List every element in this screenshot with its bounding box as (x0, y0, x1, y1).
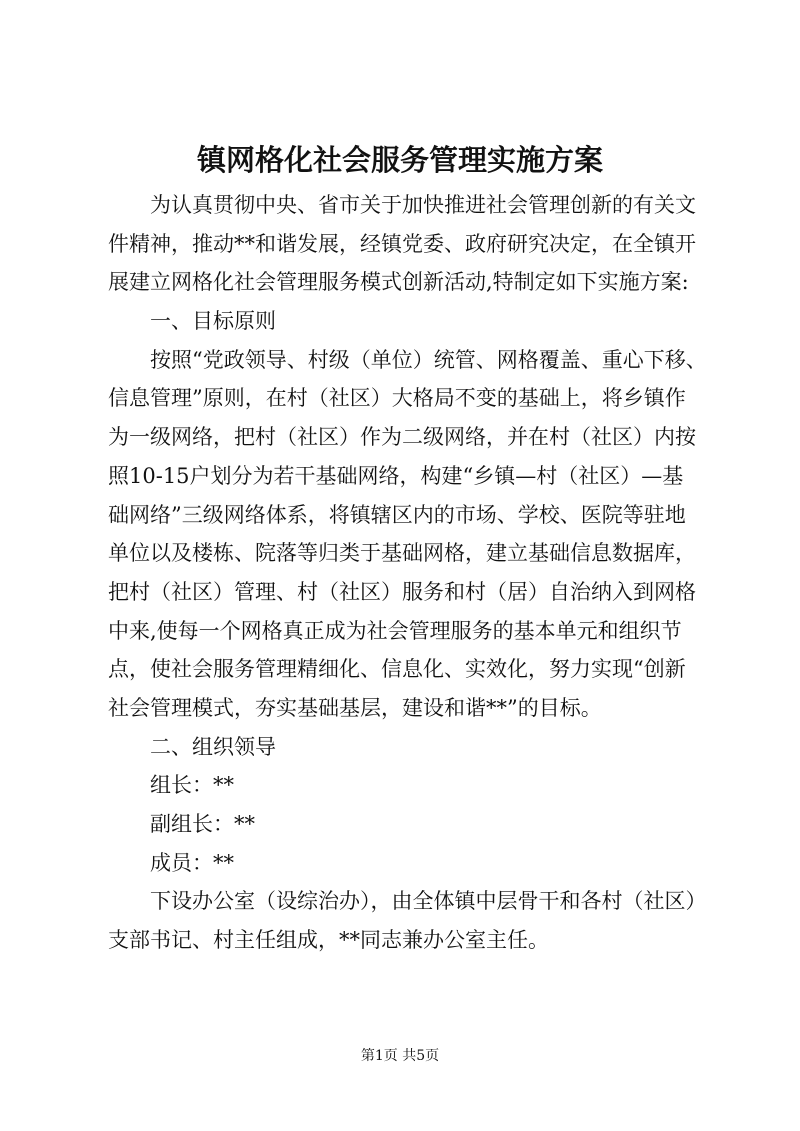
document-body (108, 186, 708, 960)
document-title: 镇网格化社会服务管理实施方案 (196, 143, 603, 177)
body-line: 成员：** (150, 850, 234, 875)
body-line: 件精神，推动**和谐发展，经镇党委、政府研究决定，在全镇开 (108, 231, 696, 256)
body-line: 点，使社会服务管理精细化、信息化、实效化，努力实现“创新 (108, 657, 686, 682)
body-line: 按照“党政领导、村级（单位）统管、网格覆盖、重心下移、 (150, 347, 707, 372)
body-line: 把村（社区）管理、村（社区）服务和村（居）自治纳入到网格 (108, 579, 696, 604)
body-line: 中来,使每一个网格真正成为社会管理服务的基本单元和组织节 (108, 618, 682, 643)
body-line: 副组长：** (150, 812, 255, 836)
body-line: 信息管理”原则，在村（社区）大格局不变的基础上，将乡镇作 (108, 386, 686, 411)
body-line: 照10-15户划分为若干基础网络，构建“乡镇—村（社区）—基 (108, 463, 684, 488)
body-line: 单位以及楼栋、院落等归类于基础网格，建立基础信息数据库， (108, 541, 696, 566)
section-heading: 二、组织领导 (150, 734, 276, 759)
body-line: 社会管理模式，夯实基础基层，建设和谐**”的目标。 (108, 695, 602, 720)
page-number: 第1页 共5页 (360, 1048, 440, 1064)
body-line: 支部书记、村主任组成，**同志兼办公室主任。 (108, 928, 549, 953)
body-line: 下设办公室（设综治办），由全体镇中层骨干和各村（社区） (150, 889, 707, 914)
body-line: 组长：** (150, 773, 234, 798)
body-line: 为一级网络，把村（社区）作为二级网络，并在村（社区）内按 (108, 425, 696, 450)
body-line: 为认真贯彻中央、省市关于加快推进社会管理创新的有关文 (150, 193, 696, 217)
body-line: 展建立网格化社会管理服务模式创新活动,特制定如下实施方案: (108, 270, 689, 295)
body-line: 础网络”三级网络体系，将镇辖区内的市场、学校、医院等驻地 (108, 502, 686, 527)
section-heading: 一、目标原则 (150, 309, 276, 334)
